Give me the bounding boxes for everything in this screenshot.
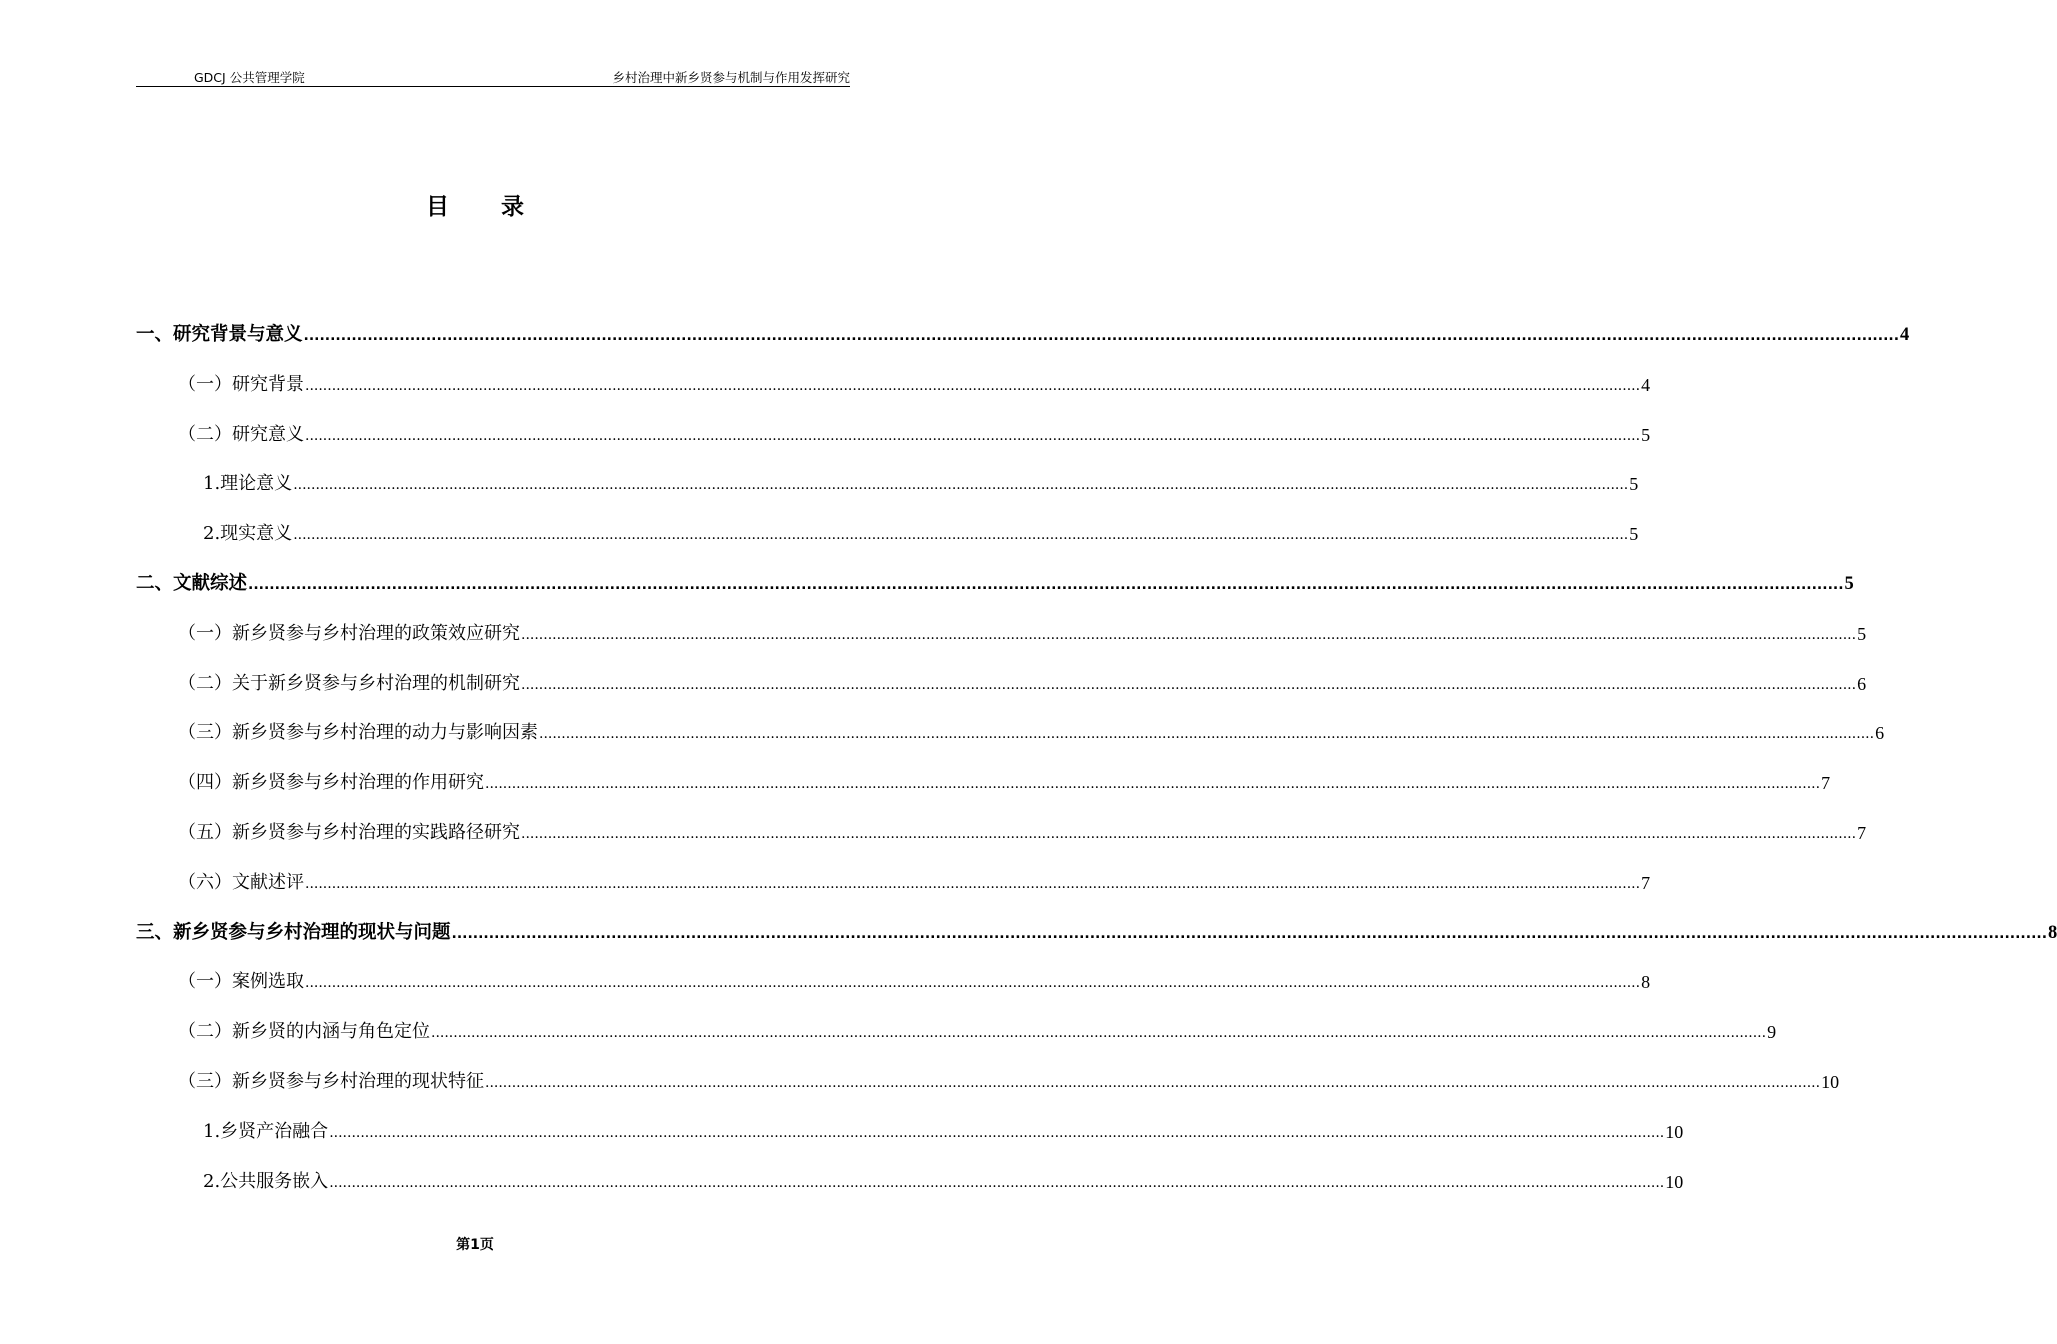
toc-dot-leader: ............................................................................................................................................................................................................................................................................................................ xyxy=(305,975,1641,992)
toc-entry-label: （三）新乡贤参与乡村治理的现状特征 xyxy=(178,1071,484,1092)
toc-entry[interactable] xyxy=(178,868,1651,898)
toc-entry[interactable] xyxy=(178,818,1867,848)
toc-dot-leader: ............................................................................................................................................................................................................................................................................................................ xyxy=(305,427,1641,444)
toc-entry-label: （二）新乡贤的内涵与角色定位 xyxy=(178,1021,430,1043)
toc-entry-page: 8 xyxy=(1641,972,1651,993)
toc-entry-page: 5 xyxy=(1857,623,1867,644)
toc-entry-page: 7 xyxy=(1641,872,1651,893)
toc-entry-label: （五）新乡贤参与乡村治理的实践路径研究 xyxy=(178,822,520,843)
toc-dot-leader: ............................................................................................................................................................................................................................................................................................................ xyxy=(305,875,1641,892)
toc-entry-page: 10 xyxy=(1665,1121,1684,1142)
toc-entry-page: 10 xyxy=(1821,1072,1840,1092)
toc-entry-label: 1.乡贤产治融合 xyxy=(203,1120,329,1142)
toc-entry[interactable] xyxy=(203,519,1639,549)
toc-dot-leader: ............................................................................................................................................................................................................................................................................................................ xyxy=(485,776,1821,793)
toc-entry-label: （三）新乡贤参与乡村治理的动力与影响因素 xyxy=(178,722,538,744)
toc-dot-leader: ............................................................................................................................................................................................................................................................................................................ xyxy=(305,377,1641,394)
toc-dot-leader: ............................................................................................................................................................................................................................................................................................................ xyxy=(329,1124,1665,1141)
toc-dot-leader: ............................................................................................................................................................................................................................................................................................................ xyxy=(248,577,1844,593)
toc-entry[interactable] xyxy=(178,669,1867,699)
toc-dot-leader: ............................................................................................................................................................................................................................................................................................................ xyxy=(521,826,1857,842)
toc-entry[interactable] xyxy=(178,420,1651,450)
toc-entry[interactable] xyxy=(178,718,1885,748)
toc-entry-page: 5 xyxy=(1629,524,1639,545)
toc-entry-label: 2.现实意义 xyxy=(203,523,293,545)
toc-entry-page: 7 xyxy=(1857,823,1867,843)
toc-dot-leader: ............................................................................................................................................................................................................................................................................................................ xyxy=(485,1075,1821,1091)
toc-dot-leader: ............................................................................................................................................................................................................................................................................................................ xyxy=(431,1025,1767,1042)
toc-entry-page: 6 xyxy=(1857,673,1867,694)
header-institution: GDCJ 公共管理学院 xyxy=(194,70,305,85)
toc-entry-label: （一）案例选取 xyxy=(178,971,304,993)
toc-entry-page: 10 xyxy=(1665,1171,1684,1192)
toc-entry[interactable] xyxy=(178,768,1831,798)
toc-entry-label: （二）关于新乡贤参与乡村治理的机制研究 xyxy=(178,672,520,694)
toc-dot-leader: ............................................................................................................................................................................................................................................................................................................ xyxy=(303,328,1900,344)
toc-dot-leader: ............................................................................................................................................................................................................................................................................................................ xyxy=(451,925,2048,942)
toc-entry-page: 5 xyxy=(1641,424,1651,445)
toc-entry-label: 三、新乡贤参与乡村治理的现状与问题 xyxy=(136,921,451,943)
toc-entry-label: （二）研究意义 xyxy=(178,423,304,445)
toc-entry[interactable] xyxy=(178,619,1867,649)
toc-entry-label: 二、文献综述 xyxy=(136,573,248,594)
toc-entry-page: 7 xyxy=(1821,773,1831,794)
page-title: 目录 xyxy=(426,194,576,220)
toc-dot-leader: ............................................................................................................................................................................................................................................................................................................ xyxy=(293,477,1629,494)
toc-entry-label: （一）新乡贤参与乡村治理的政策效应研究 xyxy=(178,622,520,644)
toc-entry-label: 1.理论意义 xyxy=(203,473,293,495)
toc-entry[interactable] xyxy=(203,1167,1684,1197)
page-number: 第1页 xyxy=(456,1237,494,1253)
toc-dot-leader: ............................................................................................................................................................................................................................................................................................................ xyxy=(521,676,1857,693)
toc-entry-page: 4 xyxy=(1641,374,1651,395)
toc-entry[interactable] xyxy=(136,320,1910,350)
toc-entry[interactable] xyxy=(203,1117,1684,1147)
toc-dot-leader: ............................................................................................................................................................................................................................................................................................................ xyxy=(521,626,1857,643)
toc-entry-label: （四）新乡贤参与乡村治理的作用研究 xyxy=(178,772,484,794)
toc-entry-page: 6 xyxy=(1875,723,1885,744)
toc-entry-label: （一）研究背景 xyxy=(178,373,304,395)
toc-dot-leader: ............................................................................................................................................................................................................................................................................................................ xyxy=(293,527,1629,544)
toc-entry-page: 4 xyxy=(1900,325,1910,345)
toc-entry[interactable] xyxy=(136,569,1854,599)
toc-entry-page: 5 xyxy=(1629,474,1639,495)
toc-entry-label: （六）文献述评 xyxy=(178,871,304,893)
toc-entry[interactable] xyxy=(178,370,1651,400)
toc-entry[interactable] xyxy=(203,469,1639,499)
toc-entry[interactable] xyxy=(178,1017,1777,1047)
toc-dot-leader: ............................................................................................................................................................................................................................................................................................................ xyxy=(329,1174,1665,1191)
header-thesis-title: 乡村治理中新乡贤参与机制与作用发挥研究 xyxy=(612,70,850,85)
toc-dot-leader: ............................................................................................................................................................................................................................................................................................................ xyxy=(539,726,1875,743)
toc-entry-page: 5 xyxy=(1844,574,1854,594)
toc-entry-page: 9 xyxy=(1767,1022,1777,1043)
toc-entry[interactable] xyxy=(178,967,1651,997)
page-header xyxy=(136,66,850,87)
toc-entry-page: 8 xyxy=(2048,922,2057,943)
toc-entry-label: 2.公共服务嵌入 xyxy=(203,1170,329,1192)
toc-entry-label: 一、研究背景与意义 xyxy=(136,324,303,345)
toc-entry[interactable] xyxy=(136,918,2057,948)
toc-entry[interactable] xyxy=(178,1067,1840,1097)
